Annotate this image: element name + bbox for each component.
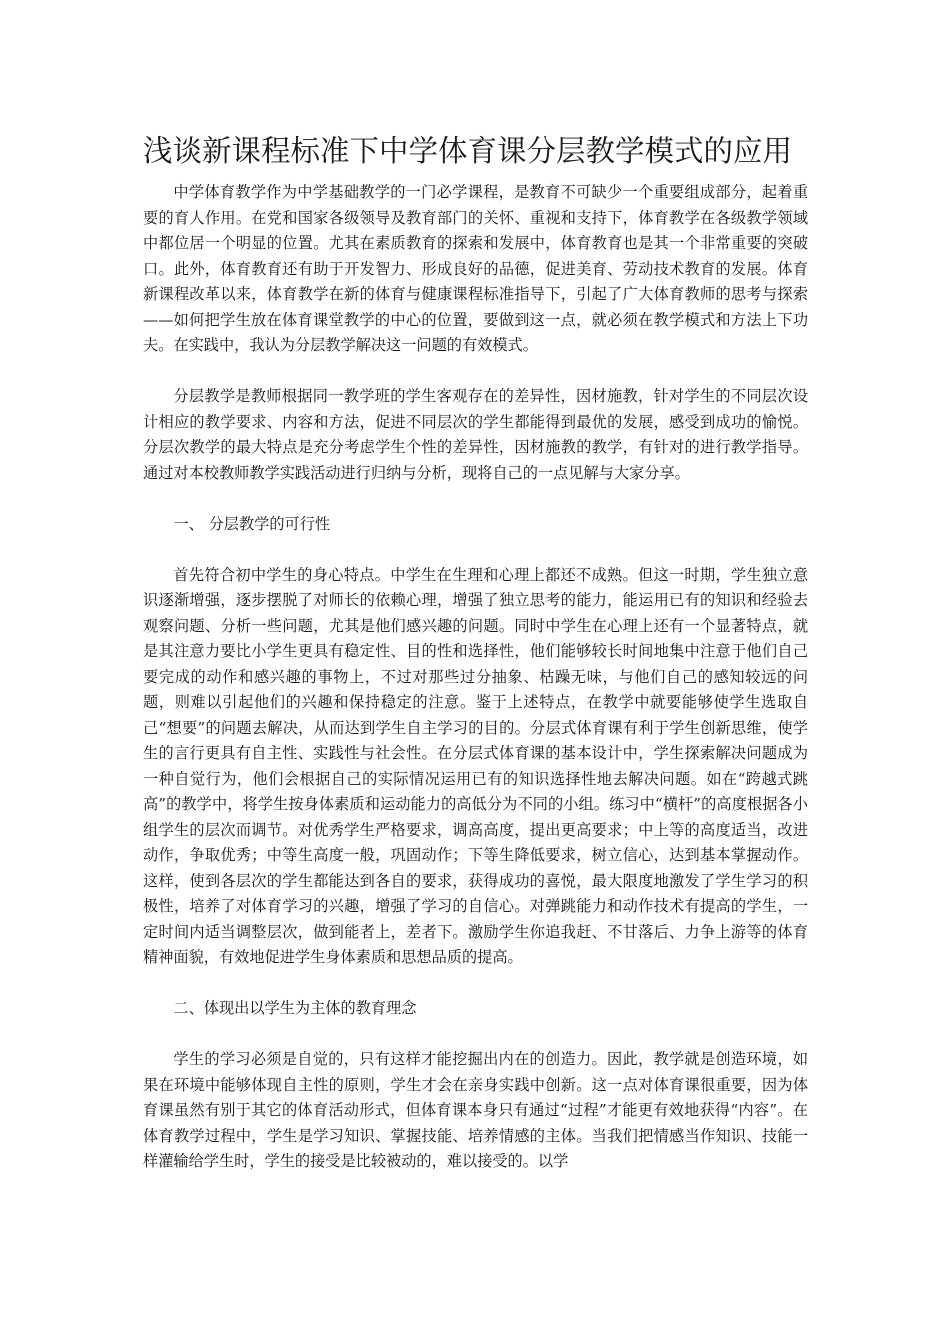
section-heading-1: 一、 分层教学的可行性 [173, 514, 331, 533]
paragraph-spacer [143, 1022, 808, 1048]
paragraph-intro: 中学体育教学作为中学基础教学的一门必学课程，是教育不可缺少一个重要组成部分，起着重要的育人作用。在党和国家各级领导及教育部门的关怀、重视和支持下，体育教学在各级教学领域中都位居一个明显的位置。尤其在素质教育的探索和发展中，体育教育也是其一个非常重要的突破口。此外，体育教育还有助于开发智力、形成良好的品德，促进美育、劳动技术教育的发展。体育新课程改革以来，体育教学在新的体育与健康课程标准指导下，引起了广大体育教师的思考与探索——如何把学生放在体育课堂教学的中心的位置，要做到这一点，就必须在教学模式和方法上下功夫。在实践中，我认为分层教学解决这一问题的有效模式。 [143, 183, 808, 354]
document-body [143, 132, 808, 1175]
paragraph-student-centered: 学生的学习必须是自觉的，只有这样才能挖掘出内在的创造力。因此，教学就是创造环境，如果在环境中能够体现自主性的原则，学生才会在亲身实践中创新。这一点对体育课很重要，因为体育课虽然有别于其它的体育活动形式，但体育课本身只有通过“过程”才能更有效地获得“内容”。在体育教学过程中，学生是学习知识、掌握技能、培养情感的主体。当我们把情感当作知识、技能一样灌输给学生时，学生的接受是比较被动的，难以接受的。以学 [143, 1050, 808, 1170]
paragraph-spacer [143, 486, 808, 512]
paragraph-definition: 分层教学是教师根据同一教学班的学生客观存在的差异性，因材施教，针对学生的不同层次设计相应的教学要求、内容和方法，促进不同层次的学生都能得到最优的发展，感受到成功的愉悦。分层次教学的最大特点是充分考虑学生个性的差异性，因材施教的教学，有针对的进行教学指导。通过对本校教师教学实践活动进行归纳与分析，现将自己的一点见解与大家分享。 [143, 387, 808, 482]
paragraph-spacer [143, 359, 808, 385]
paragraph-feasibility: 首先符合初中学生的身心特点。中学生在生理和心理上都还不成熟。但这一时期，学生独立意识逐渐增强，逐步摆脱了对师长的依赖心理，增强了独立思考的能力，能运用已有的知识和经验去观察问题、分析一些问题，尤其是他们感兴趣的问题。同时中学生在心理上还有一个显著特点，就是其注意力要比小学生更具有稳定性、目的性和选择性，他们能够较长时间地集中注意于他们自己要完成的动作和感兴趣的事物上，不过对那些过分抽象、枯躁无味，与他们自己的感知较远的问题，则难以引起他们的兴趣和保持稳定的注意。鉴于上述特点，在教学中就要能够使学生选取自己“想要”的问题去解决，从而达到学生自主学习的目的。分层式体育课有利于学生创新思维，使学生的言行更具有自主性、实践性与社会性。在分层式体育课的基本设计中，学生探索解决问题成为一种自觉行为，他们会根据自己的实际情况运用已有的知识选择性地去解决问题。如在“跨越式跳高”的教学中，将学生按身体素质和运动能力的高低分为不同的小组。练习中“横杆”的高度根据各小组学生的层次而调节。对优秀学生严格要求，调高高度，提出更高要求；中上等的高度适当，改进动作，争取优秀；中等生高度一般，巩固动作；下等生降低要求，树立信心，达到基本掌握动作。这样，使到各层次的学生都能达到各自的要求，获得成功的喜悦，最大限度地激发了学生学习的积极性，培养了对体育学习的兴趣，增强了学习的自信心。对弹跳能力和动作技术有提高的学生，一定时间内适当调整层次，做到能者上，差者下。激励学生你追我赶、不甘落后、力争上游等的体育精神面貌，有效地促进学生身体素质和思想品质的提高。 [143, 565, 808, 966]
document-title: 浅谈新课程标准下中学体育课分层教学模式的应用 [143, 134, 793, 168]
paragraph-spacer [143, 971, 808, 997]
section-heading-2: 二、体现出以学生为主体的教育理念 [173, 999, 417, 1017]
paragraph-spacer [143, 537, 808, 563]
